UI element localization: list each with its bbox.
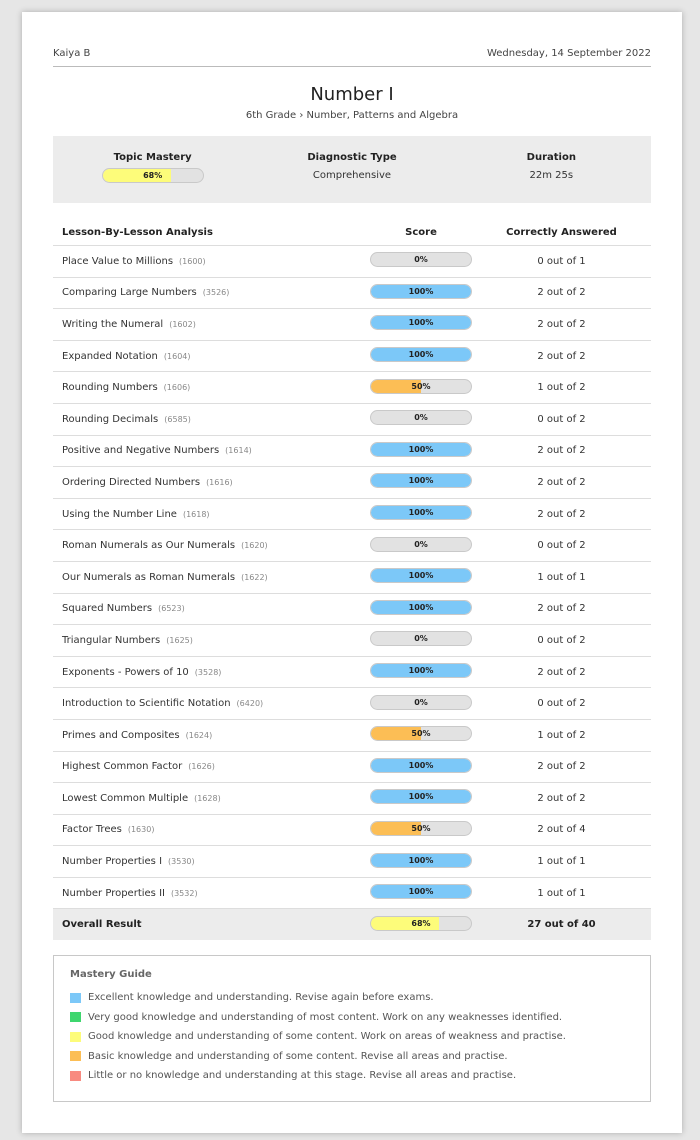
answered-cell: 2 out of 2: [537, 666, 586, 678]
lesson-cell: [53, 698, 370, 709]
lesson-code: (1622): [241, 572, 268, 582]
score-value: 50%: [411, 729, 431, 739]
table-row: [53, 309, 651, 341]
score-value: 0%: [414, 634, 428, 644]
score-cell: [370, 631, 472, 649]
lesson-name: Introduction to Scientific Notation: [62, 698, 231, 710]
page-title: Number I: [310, 84, 394, 105]
score-bar: [370, 284, 472, 299]
lesson-name: Lowest Common Multiple: [62, 792, 189, 804]
overall-answered: 27 out of 40: [527, 919, 596, 931]
answered-cell: 0 out of 2: [537, 540, 586, 552]
report-header: [53, 48, 651, 67]
lesson-name: Roman Numerals as Our Numerals: [62, 540, 236, 552]
lesson-cell: [53, 414, 370, 425]
score-value: 100%: [408, 602, 434, 612]
overall-result-row: [53, 909, 651, 940]
score-value: 100%: [408, 318, 434, 328]
overall-result-label: Overall Result: [62, 919, 142, 931]
lesson-code: (6523): [158, 604, 185, 614]
lesson-name: Factor Trees: [62, 824, 122, 836]
color-swatch: [70, 993, 81, 1003]
lesson-code: (1614): [225, 446, 252, 456]
lesson-cell: [53, 351, 370, 362]
table-row: [53, 372, 651, 404]
score-bar: [370, 379, 472, 394]
score-value: 0%: [414, 413, 428, 423]
lesson-code: (1626): [188, 762, 215, 772]
lesson-name: Highest Common Factor: [62, 761, 183, 773]
table-row: [53, 657, 651, 689]
summary-panel: [53, 136, 651, 203]
score-bar: [370, 410, 472, 425]
lesson-code: (3528): [194, 667, 222, 677]
answered-cell: 0 out of 2: [537, 634, 586, 646]
lesson-name: Rounding Numbers: [62, 382, 158, 394]
score-cell: [370, 315, 472, 333]
answered-cell: 2 out of 2: [537, 476, 586, 488]
lesson-name: Rounding Decimals: [62, 413, 159, 425]
score-value: 100%: [408, 571, 434, 581]
table-row: [53, 530, 651, 562]
lesson-name: Number Properties I: [62, 856, 163, 868]
mastery-guide-title: Mastery Guide: [70, 969, 152, 980]
score-value: 100%: [408, 286, 434, 296]
overall-score-bar: [370, 916, 472, 931]
answered-cell: 2 out of 4: [537, 824, 586, 836]
lesson-name: Triangular Numbers: [62, 634, 161, 646]
score-bar: [370, 789, 472, 804]
lesson-name: Writing the Numeral: [62, 318, 164, 330]
score-value: 50%: [411, 381, 431, 391]
lesson-name: Expanded Notation: [62, 350, 158, 362]
table-row: [53, 688, 651, 720]
student-name: Kaiya B: [53, 48, 91, 59]
answered-cell: 0 out of 1: [537, 255, 586, 267]
diagnostic-type: [252, 136, 451, 203]
lesson-cell: [53, 256, 370, 267]
score-bar: [370, 537, 472, 552]
table-row: [53, 846, 651, 878]
table-row: [53, 436, 651, 468]
score-value: 100%: [408, 760, 434, 770]
topic-mastery-value: 68%: [143, 171, 163, 180]
lesson-cell: [53, 540, 370, 551]
answered-cell: 1 out of 2: [537, 729, 586, 741]
lesson-cell: [53, 445, 370, 456]
lesson-cell: [53, 572, 370, 583]
duration-value: 22m 25s: [529, 170, 574, 181]
score-cell: [370, 758, 472, 776]
lesson-name: Comparing Large Numbers: [62, 287, 197, 299]
lesson-cell: [53, 509, 370, 520]
diagnostic-type-value: Comprehensive: [312, 170, 392, 181]
score-cell: [370, 347, 472, 365]
score-bar: [370, 315, 472, 330]
color-swatch: [70, 1051, 81, 1061]
diagnostic-type-label: Diagnostic Type: [307, 152, 397, 163]
lesson-cell: [53, 730, 370, 741]
score-value: 0%: [414, 697, 428, 707]
table-row: [53, 499, 651, 531]
duration: [452, 136, 651, 203]
score-bar: [370, 473, 472, 488]
answered-cell: 1 out of 1: [537, 856, 586, 868]
lesson-code: (6585): [164, 414, 191, 424]
report-date: Wednesday, 14 September 2022: [486, 48, 651, 59]
lesson-cell: [53, 635, 370, 646]
score-bar: [370, 758, 472, 773]
score-bar: [370, 252, 472, 267]
answered-cell: 2 out of 2: [537, 445, 586, 457]
table-row: [53, 625, 651, 657]
lesson-cell: [53, 382, 370, 393]
lesson-code: (1616): [206, 477, 233, 487]
table-row: [53, 878, 651, 910]
breadcrumb: 6th Grade › Number, Patterns and Algebra: [245, 110, 459, 121]
score-value: 100%: [408, 350, 434, 360]
lesson-code: (1618): [182, 509, 210, 519]
score-value: 100%: [408, 666, 434, 676]
lesson-cell: [53, 667, 370, 678]
answered-cell: 0 out of 2: [537, 413, 586, 425]
mastery-guide-item: [70, 1027, 634, 1047]
lesson-cell: [53, 856, 370, 867]
score-cell: [370, 789, 472, 807]
score-cell: [370, 252, 472, 270]
score-cell: [370, 568, 472, 586]
report-page: [22, 12, 682, 1133]
lesson-cell: [53, 824, 370, 835]
header-answered: Correctly Answered: [506, 227, 617, 238]
score-bar: [370, 347, 472, 362]
table-row: [53, 783, 651, 815]
table-row: [53, 341, 651, 373]
answered-cell: 2 out of 2: [537, 350, 586, 362]
mastery-guide-text: Basic knowledge and understanding of some content. Revise all areas and practise.: [88, 1050, 508, 1062]
mastery-guide-text: Good knowledge and understanding of some content. Work on areas of weakness and practise.: [88, 1031, 566, 1043]
table-row: [53, 562, 651, 594]
overall-score: [370, 916, 472, 934]
score-cell: [370, 505, 472, 523]
lesson-code: (1625): [166, 635, 193, 645]
color-swatch: [70, 1032, 81, 1042]
lesson-code: (3530): [168, 857, 195, 867]
score-bar: [370, 600, 472, 615]
lesson-code: (1620): [241, 541, 268, 551]
overall-score-value: 68%: [411, 918, 431, 928]
score-value: 100%: [408, 476, 434, 486]
score-bar: [370, 663, 472, 678]
lesson-name: Place Value to Millions: [62, 255, 174, 267]
score-cell: [370, 884, 472, 902]
score-bar: [370, 884, 472, 899]
mastery-guide-item: [70, 988, 634, 1008]
lesson-code: (1604): [163, 351, 191, 361]
lesson-code: (1628): [194, 793, 221, 803]
table-row: [53, 815, 651, 847]
lesson-name: Using the Number Line: [62, 508, 177, 520]
lesson-code: (3526): [202, 288, 230, 298]
score-bar: [370, 505, 472, 520]
table-header: [53, 220, 651, 246]
answered-cell: 0 out of 2: [537, 698, 586, 710]
table-row: [53, 404, 651, 436]
topic-mastery-bar: [102, 168, 204, 183]
score-cell: [370, 853, 472, 871]
answered-cell: 1 out of 2: [537, 382, 586, 394]
score-cell: [370, 537, 472, 555]
topic-mastery-label: Topic Mastery: [113, 152, 192, 163]
score-value: 100%: [408, 792, 434, 802]
lesson-cell: [53, 287, 370, 298]
score-cell: [370, 821, 472, 839]
mastery-guide-text: Excellent knowledge and understanding. Revise again before exams.: [88, 992, 434, 1004]
score-cell: [370, 473, 472, 491]
score-value: 100%: [408, 508, 434, 518]
lesson-cell: [53, 761, 370, 772]
answered-cell: 2 out of 2: [537, 761, 586, 773]
answered-cell: 2 out of 2: [537, 603, 586, 615]
lesson-name: Positive and Negative Numbers: [62, 445, 220, 457]
mastery-guide: [53, 955, 651, 1102]
mastery-guide-list: [70, 988, 634, 1086]
score-bar: [370, 568, 472, 583]
mastery-guide-item: [70, 1066, 634, 1086]
lesson-name: Exponents - Powers of 10: [62, 666, 189, 678]
table-row: [53, 720, 651, 752]
mastery-guide-item: [70, 1008, 634, 1028]
table-row: [53, 467, 651, 499]
answered-cell: 2 out of 2: [537, 508, 586, 520]
color-swatch: [70, 1071, 81, 1081]
lesson-name: Ordering Directed Numbers: [62, 476, 201, 488]
answered-cell: 2 out of 2: [537, 318, 586, 330]
topic-mastery: [53, 136, 252, 203]
score-value: 0%: [414, 539, 428, 549]
score-bar: [370, 726, 472, 741]
lesson-code: (1624): [185, 730, 213, 740]
score-bar: [370, 695, 472, 710]
score-bar: [370, 821, 472, 836]
score-value: 50%: [411, 823, 431, 833]
score-cell: [370, 726, 472, 744]
mastery-guide-text: Very good knowledge and understanding of most content. Work on any weaknesses identified.: [88, 1011, 563, 1023]
lesson-name: Our Numerals as Roman Numerals: [62, 571, 236, 583]
lesson-cell: [53, 603, 370, 614]
lesson-code: (1630): [127, 825, 155, 835]
answered-cell: 2 out of 2: [537, 287, 586, 299]
score-cell: [370, 695, 472, 713]
score-bar: [370, 631, 472, 646]
score-bar: [370, 853, 472, 868]
mastery-guide-item: [70, 1047, 634, 1067]
table-row: [53, 246, 651, 278]
score-value: 100%: [408, 855, 434, 865]
table-row: [53, 278, 651, 310]
answered-cell: 2 out of 2: [537, 792, 586, 804]
lesson-cell: [53, 319, 370, 330]
table-row: [53, 594, 651, 626]
lesson-code: (1600): [179, 256, 206, 266]
lesson-code: (3532): [170, 888, 198, 898]
table-row: [53, 752, 651, 784]
header-score: Score: [405, 227, 437, 238]
score-value: 0%: [414, 255, 428, 265]
lesson-name: Primes and Composites: [62, 729, 180, 741]
score-cell: [370, 600, 472, 618]
score-cell: [370, 410, 472, 428]
score-cell: [370, 379, 472, 397]
header-lesson: Lesson-By-Lesson Analysis: [62, 227, 213, 238]
lesson-cell: [53, 477, 370, 488]
duration-label: Duration: [526, 152, 576, 163]
score-value: 100%: [408, 887, 434, 897]
lesson-name: Number Properties II: [62, 887, 165, 899]
table-body: [53, 246, 651, 909]
lesson-cell: [53, 793, 370, 804]
lesson-code: (1606): [163, 383, 191, 393]
score-cell: [370, 284, 472, 302]
lesson-code: (1602): [169, 319, 196, 329]
lesson-code: (6420): [236, 699, 264, 709]
answered-cell: 1 out of 1: [537, 887, 586, 899]
score-value: 100%: [408, 444, 434, 454]
score-cell: [370, 442, 472, 460]
lesson-name: Squared Numbers: [62, 603, 153, 615]
answered-cell: 1 out of 1: [537, 571, 586, 583]
score-cell: [370, 663, 472, 681]
score-bar: [370, 442, 472, 457]
lesson-cell: [53, 888, 370, 899]
mastery-guide-text: Little or no knowledge and understanding at this stage. Revise all areas and practise.: [88, 1070, 517, 1082]
color-swatch: [70, 1012, 81, 1022]
lesson-table: [53, 220, 651, 940]
